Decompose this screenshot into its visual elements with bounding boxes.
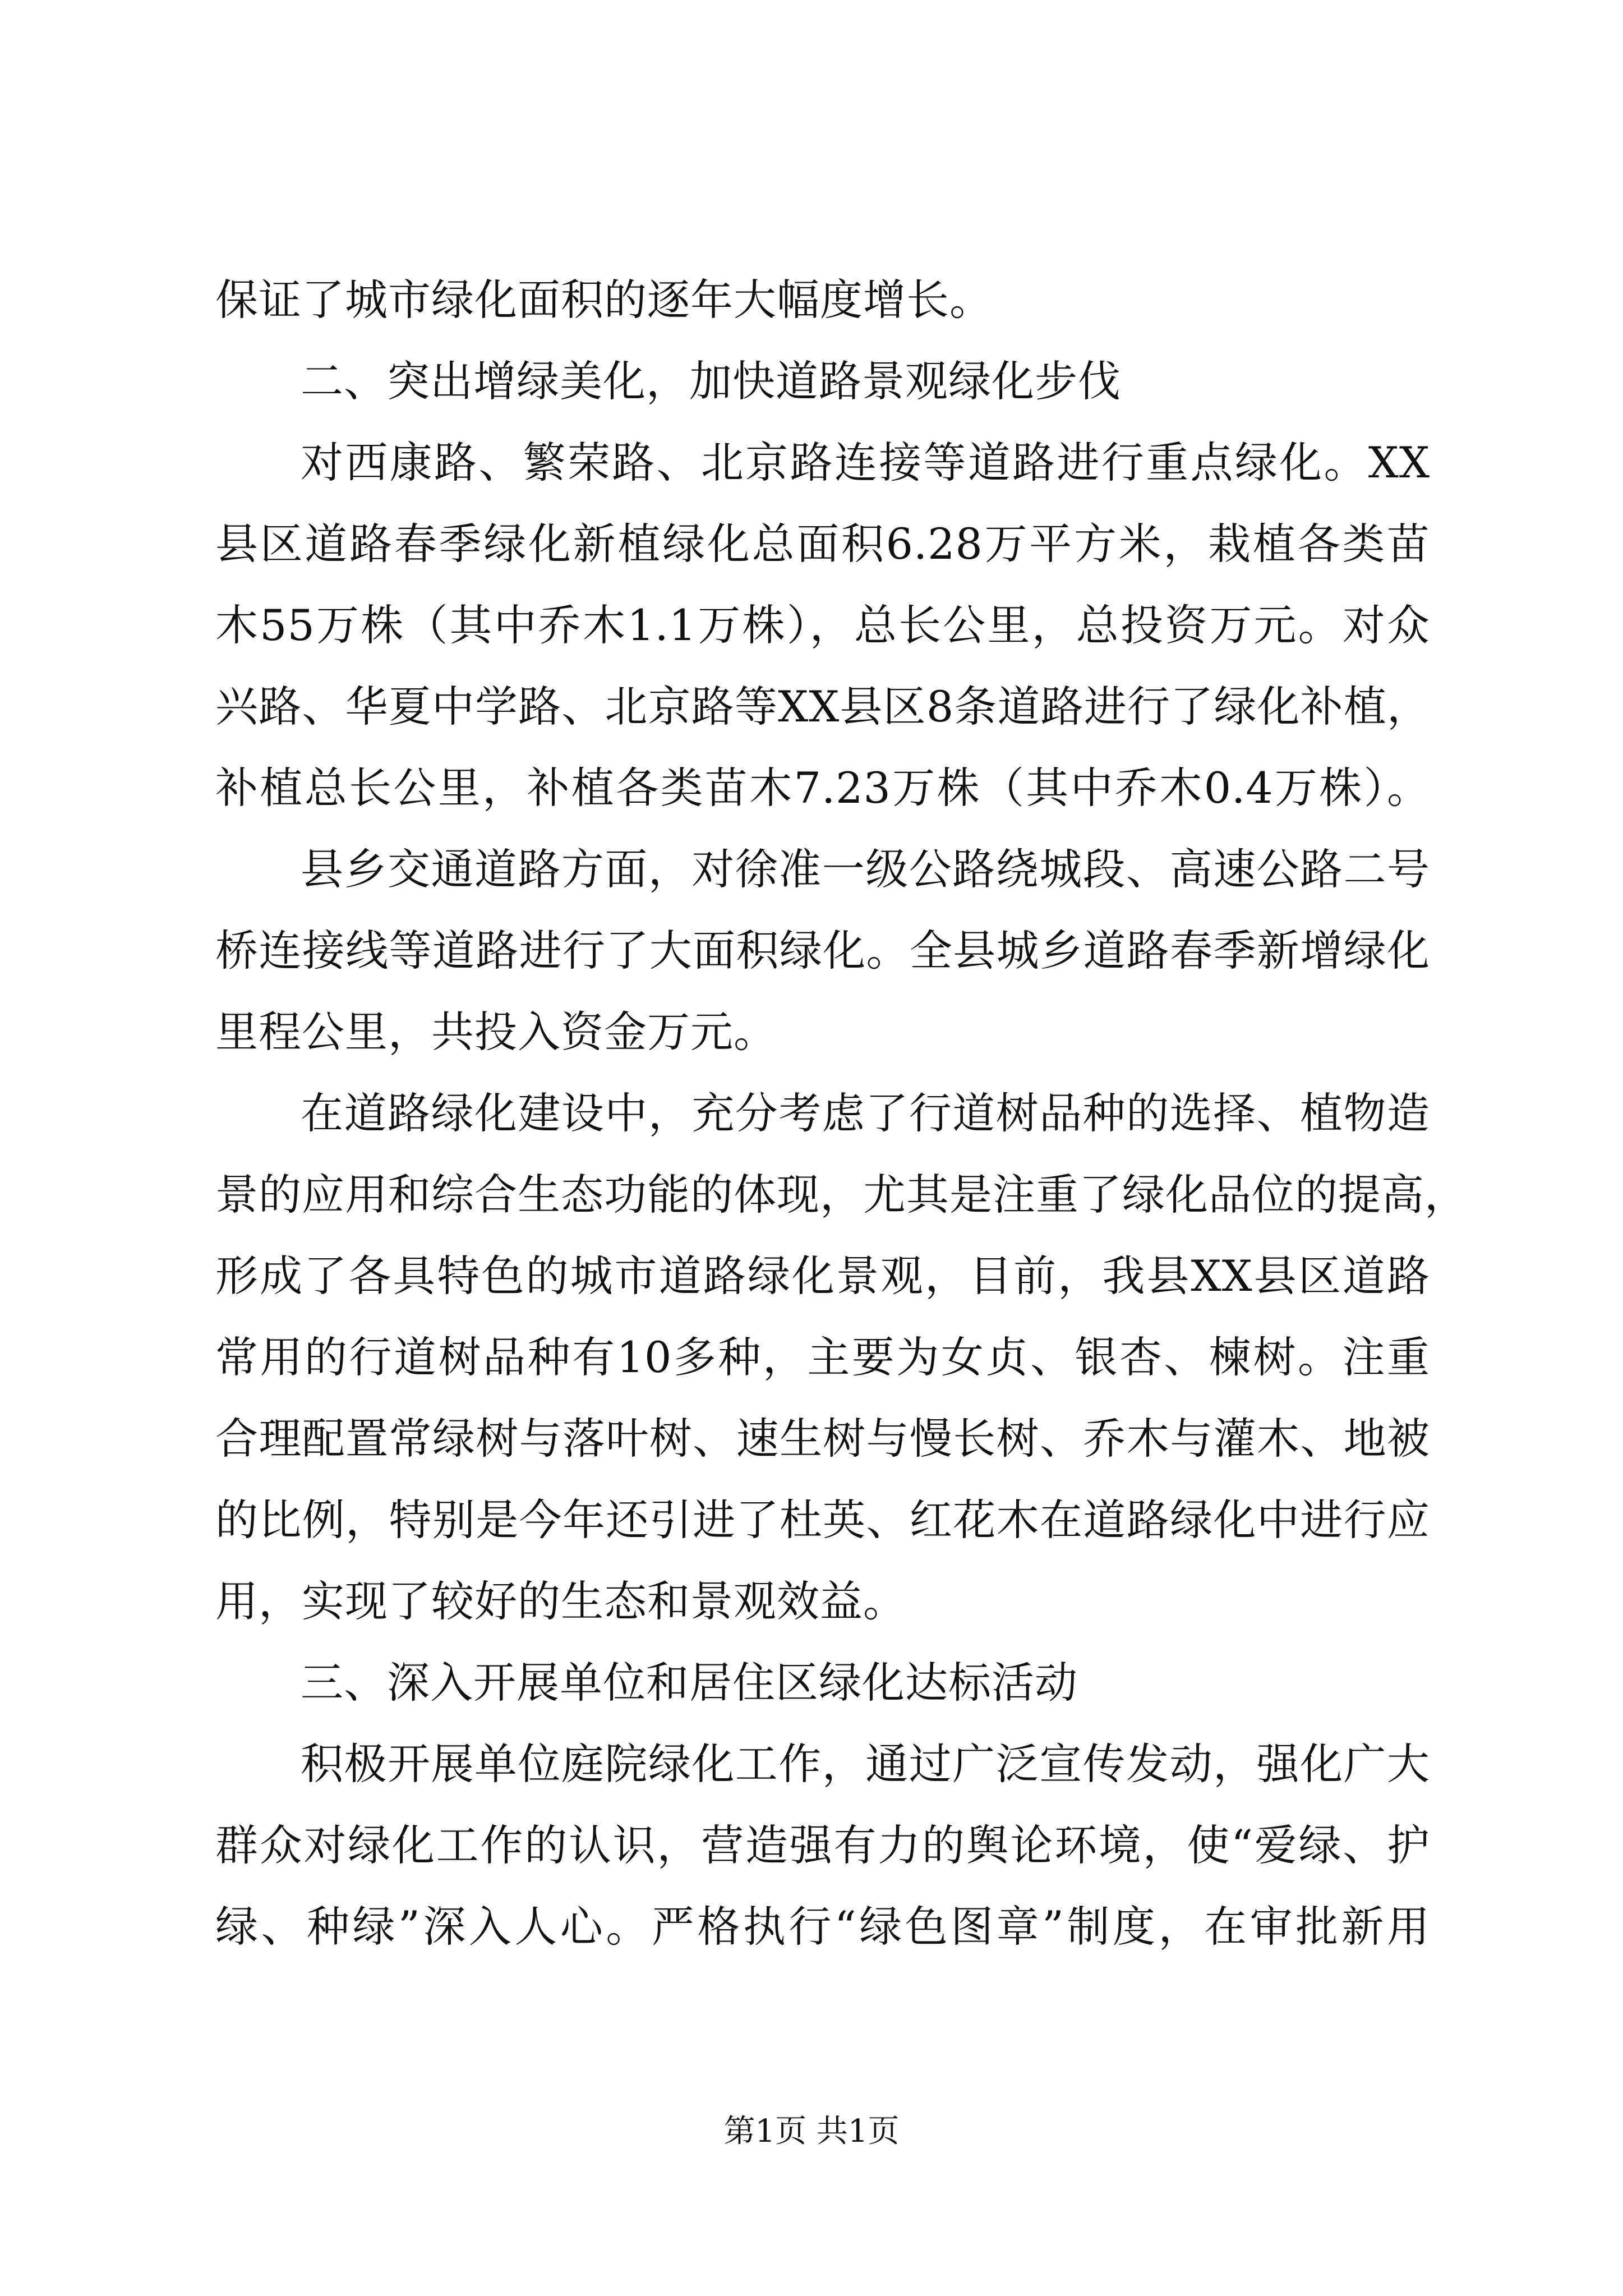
text-line: 合理配置常绿树与落叶树、速生树与慢长树、乔木与灌木、地被 <box>215 1414 1430 1464</box>
text-line: 景的应用和综合生态功能的体现，尤其是注重了绿化品位的提高， <box>215 1170 1468 1220</box>
paragraph-first-line: 县乡交通道路方面，对徐准一级公路绕城段、高速公路二号 <box>301 844 1430 894</box>
text-line: 里程公里，共投入资金万元。 <box>215 1007 777 1057</box>
section-heading: 二、突出增绿美化，加快道路景观绿化步伐 <box>301 356 1121 406</box>
document-body <box>215 259 1468 1967</box>
text-line: 保证了城市绿化面积的逐年大幅度增长。 <box>215 275 993 325</box>
text-line: 县区道路春季绿化新植绿化总面积6.28万平方米，栽植各类苗 <box>215 519 1430 569</box>
paragraph-first-line: 对西康路、繁荣路、北京路连接等道路进行重点绿化。XX <box>301 438 1430 487</box>
page-footer: 第1页 共1页 <box>723 2113 900 2150</box>
section-heading: 三、深入开展单位和居住区绿化达标活动 <box>301 1658 1078 1708</box>
text-line: 桥连接线等道路进行了大面积绿化。全县城乡道路春季新增绿化 <box>215 926 1430 976</box>
text-line: 形成了各具特色的城市道路绿化景观，目前，我县XX县区道路 <box>215 1251 1430 1301</box>
text-line: 用，实现了较好的生态和景观效益。 <box>215 1576 906 1626</box>
text-line: 补植总长公里，补植各类苗木7.23万株（其中乔木0.4万株）。 <box>215 763 1430 813</box>
text-line: 木55万株（其中乔木1.1万株），总长公里，总投资万元。对众 <box>215 600 1430 650</box>
paragraph-first-line: 积极开展单位庭院绿化工作，通过广泛宣传发动，强化广大 <box>301 1739 1430 1789</box>
paragraph-first-line: 在道路绿化建设中，充分考虑了行道树品种的选择、植物造 <box>301 1088 1430 1138</box>
text-line: 兴路、华夏中学路、北京路等XX县区8条道路进行了绿化补植， <box>215 682 1430 731</box>
text-line: 常用的行道树品种有10多种，主要为女贞、银杏、楝树。注重 <box>215 1332 1430 1382</box>
text-line: 群众对绿化工作的认识，营造强有力的舆论环境，使“爱绿、护 <box>215 1820 1430 1870</box>
text-line: 绿、种绿”深入人心。严格执行“绿色图章”制度，在审批新用 <box>215 1902 1430 1952</box>
text-line: 的比例，特别是今年还引进了杜英、红花木在道路绿化中进行应 <box>215 1495 1430 1545</box>
